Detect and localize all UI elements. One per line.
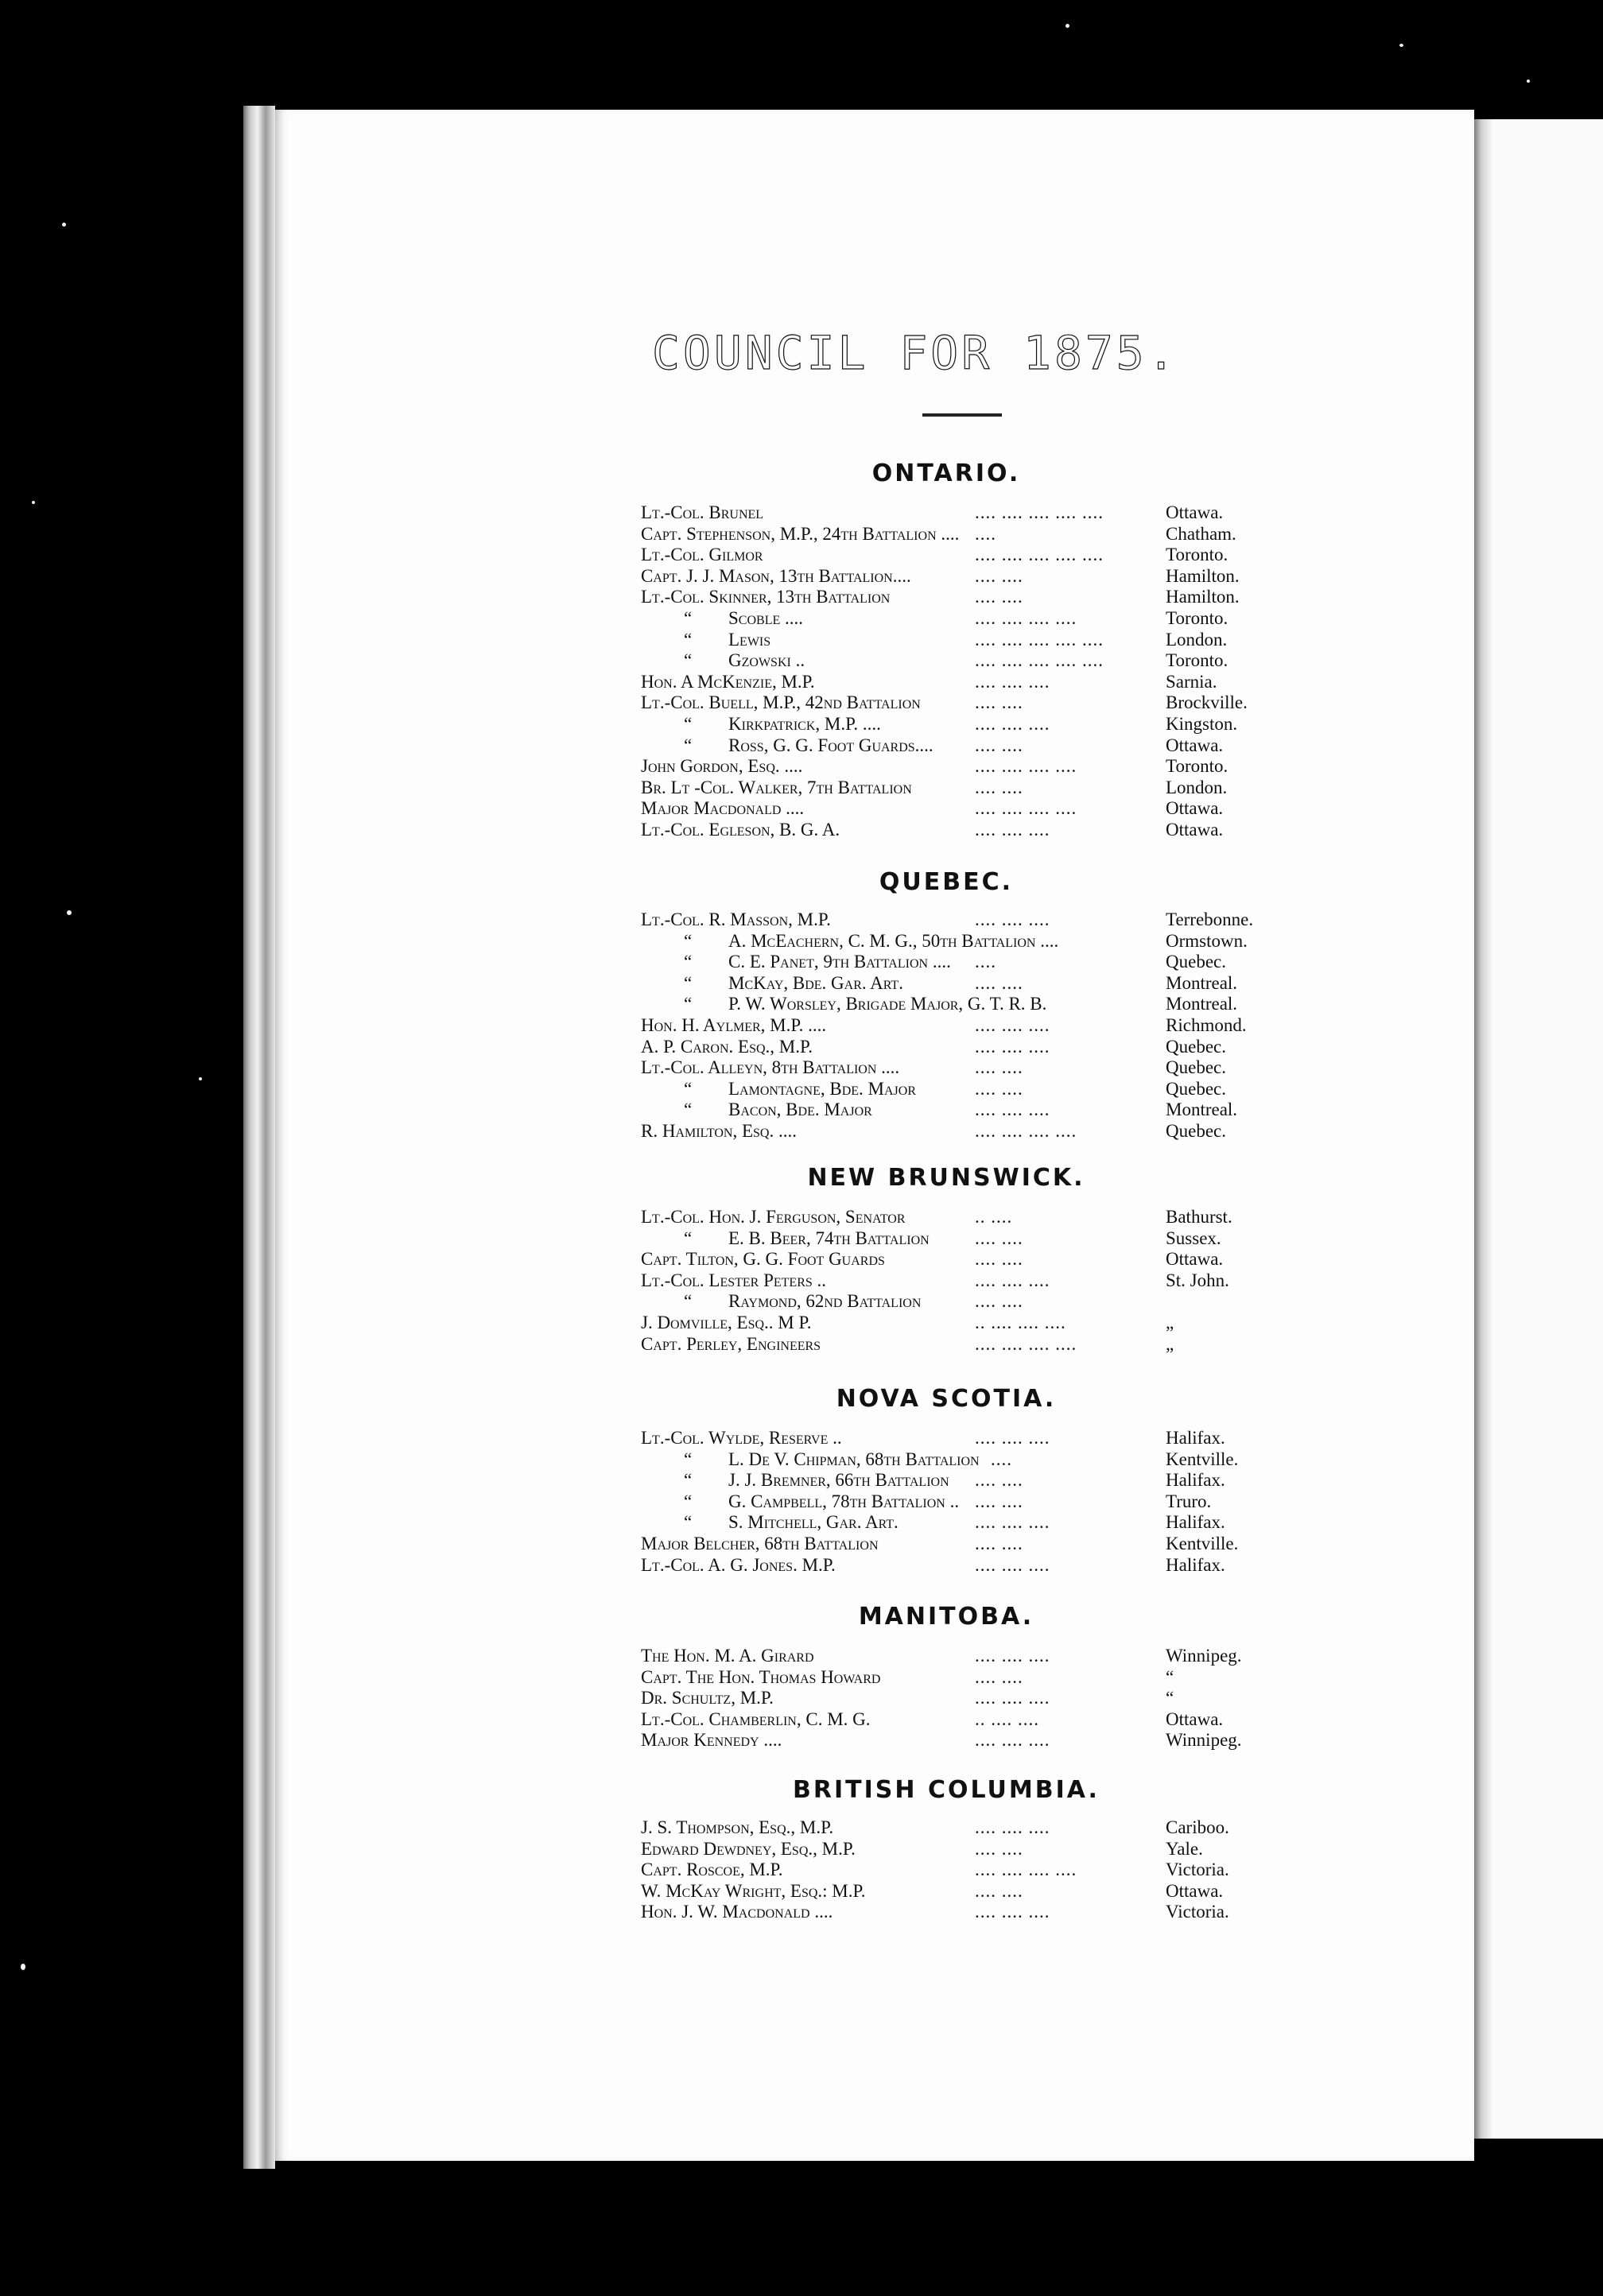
leader-dots: .... .... ....: [975, 1646, 1050, 1666]
member-location: Winnipeg.: [1166, 1646, 1242, 1666]
member-location: Cariboo.: [1166, 1817, 1229, 1837]
council-entry: [641, 1057, 1277, 1079]
ditto-mark: “: [684, 629, 693, 650]
member-name: Kirkpatrick, M.P. ....: [728, 713, 881, 734]
member-name: Dr. Schultz, M.P.: [641, 1688, 774, 1708]
council-entry: [641, 1100, 1277, 1121]
member-name: Lamontagne, Bde. Major: [728, 1078, 916, 1099]
ditto-mark: “: [684, 1470, 693, 1491]
leader-dots: .... .... .... .... ....: [975, 545, 1104, 565]
section-heading: ONTARIO.: [871, 460, 1021, 487]
member-location: Toronto.: [1166, 607, 1228, 628]
council-entry: [641, 1449, 1277, 1471]
council-entry: [641, 1730, 1277, 1751]
council-entry: [641, 778, 1277, 799]
council-entry: [641, 566, 1277, 588]
member-location: Sussex.: [1166, 1228, 1221, 1248]
ditto-mark: “: [684, 972, 693, 993]
member-name: The Hon. M. A. Girard: [641, 1646, 814, 1666]
member-name: Lewis: [728, 629, 771, 650]
leader-dots: .... ....: [975, 1078, 1023, 1099]
member-location: Hamilton.: [1166, 565, 1240, 586]
member-name: Capt. Tilton, G. G. Foot Guards: [641, 1249, 885, 1270]
leader-dots: .... ....: [975, 1291, 1023, 1312]
section-heading: BRITISH COLUMBIA.: [793, 1776, 1100, 1804]
council-entry: [641, 1270, 1277, 1292]
member-name: G. Campbell, 78th Battalion ..: [728, 1491, 960, 1511]
section-heading: NEW BRUNSWICK.: [807, 1164, 1085, 1192]
leader-dots: .... .... .... .... ....: [975, 629, 1104, 650]
council-entry: [641, 1491, 1277, 1513]
member-name: Major Kennedy ....: [641, 1730, 782, 1751]
leader-dots: .... ....: [975, 587, 1023, 607]
member-name: Br. Lt -Col. Walker, 7th Battalion: [641, 777, 912, 797]
council-entry: [641, 1860, 1277, 1881]
member-location: Quebec.: [1166, 1036, 1226, 1057]
council-entry: [641, 909, 1277, 931]
section-heading: NOVA SCOTIA.: [836, 1385, 1057, 1413]
leader-dots: .... ....: [975, 777, 1023, 797]
member-name: Lt.-Col. R. Masson, M.P.: [641, 909, 831, 929]
leader-dots: .... .... .... ....: [975, 607, 1077, 628]
council-entry: [641, 952, 1277, 973]
member-location: London.: [1166, 777, 1228, 797]
member-location: Victoria.: [1166, 1902, 1229, 1922]
council-entry: [641, 1334, 1277, 1355]
council-entry: [641, 630, 1277, 651]
member-name: McKay, Bde. Gar. Art.: [728, 972, 903, 993]
leader-dots: .... .... ....: [975, 1688, 1050, 1708]
leader-dots: .... ....: [975, 1249, 1023, 1270]
leader-dots: .... ....: [975, 1228, 1023, 1248]
leader-dots: .... ....: [975, 1880, 1023, 1901]
leader-dots: .... .... ....: [975, 1014, 1050, 1035]
member-name: Lt.-Col. Buell, M.P., 42nd Battalion: [641, 692, 921, 713]
member-name: Raymond, 62nd Battalion: [728, 1291, 922, 1312]
leader-dots: .... ....: [975, 1838, 1023, 1859]
member-location: Toronto.: [1166, 545, 1228, 565]
leader-dots: .... .... .... ....: [975, 1120, 1077, 1141]
member-name: Capt. J. J. Mason, 13th Battalion....: [641, 565, 911, 586]
ditto-mark: “: [684, 1078, 693, 1099]
council-entry: [641, 735, 1277, 757]
member-location: „: [1166, 1312, 1174, 1332]
council-entry: [641, 672, 1277, 693]
member-location: Ottawa.: [1166, 502, 1224, 522]
member-location: Ottawa.: [1166, 1708, 1224, 1729]
leader-dots: .... .... ....: [975, 1036, 1050, 1057]
member-name: Hon. J. W. Macdonald ....: [641, 1902, 833, 1922]
member-name: Lt.-Col. Brunel: [641, 502, 764, 522]
leader-dots: .... ....: [975, 972, 1023, 993]
ditto-mark: “: [684, 735, 693, 755]
council-entry: [641, 994, 1277, 1015]
member-location: Hamilton.: [1166, 587, 1240, 607]
member-location: Montreal.: [1166, 1100, 1238, 1120]
member-name: Major Macdonald ....: [641, 798, 805, 819]
leader-dots: .... .... .... ....: [975, 1860, 1077, 1880]
leader-dots: ....: [991, 1449, 1012, 1469]
facing-page: [1492, 119, 1603, 2139]
ditto-mark: “: [684, 1291, 693, 1312]
member-location: Quebec.: [1166, 1057, 1226, 1078]
council-entry: [641, 1512, 1277, 1534]
council-entry: [641, 1079, 1277, 1100]
ditto-mark: “: [684, 1100, 693, 1120]
member-name: Capt. The Hon. Thomas Howard: [641, 1666, 881, 1687]
section-entry-list: [641, 1207, 1277, 1355]
member-name: John Gordon, Esq. ....: [641, 756, 803, 777]
member-location: Toronto.: [1166, 650, 1228, 671]
council-entry: [641, 1881, 1277, 1902]
leader-dots: .. .... .... ....: [975, 1312, 1066, 1332]
member-name: Hon. A McKenzie, M.P.: [641, 671, 815, 692]
member-location: Victoria.: [1166, 1860, 1229, 1880]
member-location: Kentville.: [1166, 1449, 1239, 1469]
ditto-mark: “: [684, 1449, 693, 1469]
member-name: A. McEachern, C. M. G., 50th Battalion ....: [728, 930, 1059, 951]
facing-page-edge: [1474, 119, 1492, 2139]
leader-dots: .... .... ....: [975, 1100, 1050, 1120]
member-name: Ross, G. G. Foot Guards....: [728, 735, 933, 755]
member-location: Halifax.: [1166, 1470, 1225, 1491]
council-entry: [641, 931, 1277, 952]
member-name: Capt. Stephenson, M.P., 24th Battalion ....: [641, 523, 960, 544]
title-rule: [922, 413, 1002, 417]
member-name: C. E. Panet, 9th Battalion ....: [728, 952, 951, 972]
member-name: Edward Dewdney, Esq., M.P.: [641, 1838, 856, 1859]
leader-dots: .... .... ....: [975, 1270, 1050, 1290]
member-location: Ormstown.: [1166, 930, 1248, 951]
member-location: Sarnia.: [1166, 671, 1217, 692]
leader-dots: .... .... .... ....: [975, 1333, 1077, 1354]
ditto-mark: “: [684, 994, 693, 1014]
member-location: Montreal.: [1166, 972, 1238, 993]
section-entry-list: [641, 1646, 1277, 1751]
council-entry: [641, 1646, 1277, 1667]
leader-dots: .... .... ....: [975, 1902, 1050, 1922]
ditto-mark: “: [684, 952, 693, 972]
member-name: Capt. Perley, Engineers: [641, 1333, 821, 1354]
council-entry: [641, 545, 1277, 566]
leader-dots: .... ....: [975, 1666, 1023, 1687]
member-location: Bathurst.: [1166, 1207, 1232, 1227]
scan-speck: [1399, 44, 1403, 47]
member-location: Quebec.: [1166, 952, 1226, 972]
scan-speck: [199, 1077, 202, 1080]
member-location: Chatham.: [1166, 523, 1236, 544]
leader-dots: .... .... .... .... ....: [975, 650, 1104, 671]
leader-dots: .... ....: [975, 692, 1023, 713]
member-name: Lt.-Col. Hon. J. Ferguson, Senator: [641, 1207, 906, 1227]
member-name: Scoble ....: [728, 607, 803, 628]
member-location: Terrebonne.: [1166, 909, 1254, 929]
council-entry: [641, 1207, 1277, 1228]
ditto-mark: “: [684, 1491, 693, 1511]
council-entry: [641, 798, 1277, 820]
member-name: E. B. Beer, 74th Battalion: [728, 1228, 930, 1248]
scan-speck: [1065, 24, 1069, 28]
member-name: Capt. Roscoe, M.P.: [641, 1860, 783, 1880]
member-location: Richmond.: [1166, 1014, 1247, 1035]
member-name: Lt.-Col. Wylde, Reserve ..: [641, 1428, 842, 1448]
council-entry: [641, 820, 1277, 841]
leader-dots: .... ....: [975, 1533, 1023, 1553]
member-location: Halifax.: [1166, 1428, 1225, 1448]
book-binding-edge: [243, 106, 275, 2169]
council-entry: [641, 1313, 1277, 1334]
member-name: Lt.-Col. Egleson, B. G. A.: [641, 819, 840, 840]
council-entry: [641, 1470, 1277, 1491]
council-entry: [641, 1709, 1277, 1731]
council-entry: [641, 1817, 1277, 1839]
section-entry-list: [641, 502, 1277, 841]
leader-dots: .... .... ....: [975, 819, 1050, 840]
member-name: J. Domville, Esq.. M P.: [641, 1312, 812, 1332]
council-entry: [641, 1121, 1277, 1142]
member-name: Major Belcher, 68th Battalion: [641, 1533, 879, 1553]
council-entry: [641, 1037, 1277, 1058]
member-name: Lt.-Col. Gilmor: [641, 545, 763, 565]
member-location: Halifax.: [1166, 1512, 1225, 1533]
member-name: S. Mitchell, Gar. Art.: [728, 1512, 899, 1533]
leader-dots: .... .... .... .... ....: [975, 502, 1104, 522]
ditto-mark: “: [684, 930, 693, 951]
leader-dots: .... .... ....: [975, 713, 1050, 734]
leader-dots: .... ....: [975, 1470, 1023, 1491]
member-location: “: [1166, 1666, 1174, 1687]
member-name: Gzowski ..: [728, 650, 805, 671]
member-name: Lt.-Col. Lester Peters ..: [641, 1270, 827, 1290]
council-entry: [641, 1428, 1277, 1449]
member-location: London.: [1166, 629, 1228, 650]
member-name: L. De V. Chipman, 68th Battalion: [728, 1449, 980, 1469]
member-location: Ottawa.: [1166, 819, 1224, 840]
member-location: Winnipeg.: [1166, 1730, 1242, 1751]
section-entry-list: [641, 909, 1277, 1142]
member-location: Brockville.: [1166, 692, 1248, 713]
member-location: Ottawa.: [1166, 798, 1224, 819]
council-entry: [641, 1534, 1277, 1555]
council-entry: [641, 1902, 1277, 1923]
ditto-mark: “: [684, 650, 693, 671]
member-name: Lt.-Col. Skinner, 13th Battalion: [641, 587, 891, 607]
member-name: J. J. Bremner, 66th Battalion: [728, 1470, 949, 1491]
council-entry: [641, 1688, 1277, 1709]
scan-speck: [32, 501, 35, 504]
member-location: Toronto.: [1166, 756, 1228, 777]
member-location: Kingston.: [1166, 713, 1238, 734]
council-entry: [641, 756, 1277, 778]
member-location: Quebec.: [1166, 1120, 1226, 1141]
council-entry: [641, 1249, 1277, 1270]
leader-dots: .... .... ....: [975, 1730, 1050, 1751]
section-heading: MANITOBA.: [858, 1603, 1034, 1631]
member-name: R. Hamilton, Esq. ....: [641, 1120, 797, 1141]
member-location: Kentville.: [1166, 1533, 1239, 1553]
council-entry: [641, 650, 1277, 672]
leader-dots: .... .... .... ....: [975, 798, 1077, 819]
member-name: P. W. Worsley, Brigade Major, G. T. R. B.: [728, 994, 1047, 1014]
member-location: Truro.: [1166, 1491, 1212, 1511]
council-entry: [641, 1015, 1277, 1037]
leader-dots: .... ....: [975, 1491, 1023, 1511]
section-heading: QUEBEC.: [879, 868, 1014, 896]
scan-speck: [1527, 80, 1530, 83]
member-name: Hon. H. Aylmer, M.P. ....: [641, 1014, 827, 1035]
leader-dots: .... .... ....: [975, 909, 1050, 929]
council-entry: [641, 1228, 1277, 1250]
leader-dots: ....: [975, 523, 996, 544]
council-entry: [641, 502, 1277, 524]
council-entry: [641, 608, 1277, 630]
council-entry: [641, 587, 1277, 608]
member-location: Ottawa.: [1166, 1880, 1224, 1901]
leader-dots: .... .... ....: [975, 671, 1050, 692]
council-entry: [641, 1667, 1277, 1689]
leader-dots: .... .... ....: [975, 1554, 1050, 1575]
member-location: Halifax.: [1166, 1554, 1225, 1575]
member-location: “: [1166, 1688, 1174, 1708]
leader-dots: .. ....: [975, 1207, 1013, 1227]
member-location: St. John.: [1166, 1270, 1229, 1290]
member-name: W. McKay Wright, Esq.: M.P.: [641, 1880, 866, 1901]
scan-speck: [62, 223, 66, 227]
council-entry: [641, 1555, 1277, 1577]
ditto-mark: “: [684, 1512, 693, 1533]
member-location: Montreal.: [1166, 994, 1238, 1014]
member-name: Lt.-Col. A. G. Jones. M.P.: [641, 1554, 836, 1575]
council-entry: [641, 1291, 1277, 1313]
leader-dots: .... ....: [975, 1057, 1023, 1078]
member-name: J. S. Thompson, Esq., M.P.: [641, 1817, 834, 1837]
ditto-mark: “: [684, 607, 693, 628]
council-entry: [641, 524, 1277, 545]
member-location: Yale.: [1166, 1838, 1203, 1859]
council-entry: [641, 692, 1277, 714]
member-location: Ottawa.: [1166, 735, 1224, 755]
member-location: Quebec.: [1166, 1078, 1226, 1099]
leader-dots: .... ....: [975, 565, 1023, 586]
page-title: COUNCIL FOR 1875.: [652, 326, 1178, 380]
leader-dots: .... .... .... ....: [975, 756, 1077, 777]
council-entry: [641, 1839, 1277, 1860]
council-entry: [641, 973, 1277, 995]
leader-dots: .. .... ....: [975, 1708, 1039, 1729]
member-name: Lt.-Col. Alleyn, 8th Battalion ....: [641, 1057, 900, 1078]
leader-dots: .... .... ....: [975, 1817, 1050, 1837]
leader-dots: .... ....: [975, 735, 1023, 755]
leader-dots: .... .... ....: [975, 1512, 1050, 1533]
member-name: A. P. Caron. Esq., M.P.: [641, 1036, 813, 1057]
member-location: „: [1166, 1333, 1174, 1354]
scan-speck: [21, 1964, 25, 1970]
scan-speck: [67, 910, 72, 915]
member-location: Ottawa.: [1166, 1249, 1224, 1270]
council-entry: [641, 714, 1277, 735]
ditto-mark: “: [684, 713, 693, 734]
leader-dots: ....: [975, 952, 996, 972]
ditto-mark: “: [684, 1228, 693, 1248]
leader-dots: .... .... ....: [975, 1428, 1050, 1448]
member-name: Bacon, Bde. Major: [728, 1100, 872, 1120]
section-entry-list: [641, 1428, 1277, 1576]
member-name: Lt.-Col. Chamberlin, C. M. G.: [641, 1708, 871, 1729]
section-entry-list: [641, 1817, 1277, 1923]
